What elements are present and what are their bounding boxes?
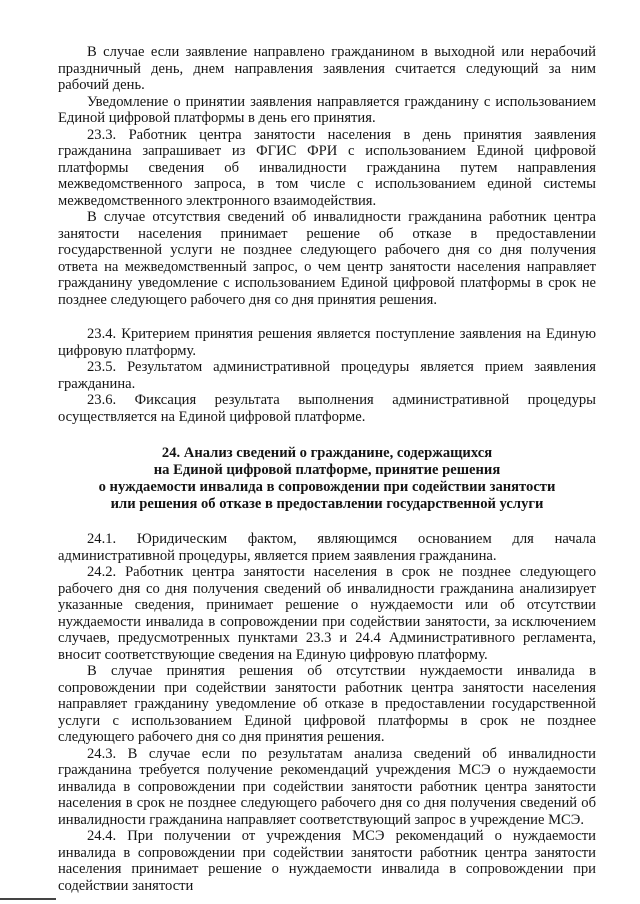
paragraph: В случае принятия решения об отсутствии нуждаемости инвалида в сопровождении при содействии занятости работник центра занятости населения направляет гражданину уведомление об отказе в предоставлении государственной услуги с использованием Единой цифровой платформы в срок не позднее следующего рабочего дня со дня принятия решения. — [58, 663, 596, 745]
paragraph: 23.6. Фиксация результата выполнения административной процедуры осуществляется на Единой цифровой платформе. — [58, 392, 596, 425]
spacer — [58, 308, 596, 326]
heading-line: 24. Анализ сведений о гражданине, содержащихся — [161, 445, 493, 461]
heading-line: на Единой цифровой платформе, принятие решения — [153, 462, 501, 478]
paragraph: 24.4. При получении от учреждения МСЭ рекомендаций о нуждаемости инвалида в сопровождении при содействии занятости работник центра занятости населения принимает решение о нуждаемости инвалида в сопровождении при содействии занятости — [58, 828, 596, 894]
paragraph: 23.3. Работник центра занятости населения в день принятия заявления гражданина запрашивает из ФГИС ФРИ с использованием Единой цифровой платформы сведения об инвалидности гражданина путем направления межведомственного запроса, в том числе с использованием единой системы межведомственного электронного взаимодействия. — [58, 126, 596, 209]
paragraph: В случае отсутствия сведений об инвалидности гражданина работник центра занятости населения принимает решение об отказе в предоставлении государственной услуги не позднее следующего рабочего дня со дня получения ответа на межведомственный запрос, о чем центр занятости населения направляет гражданину уведомление с использованием Единой цифровой платформы в срок не позднее следующего рабочего дня со дня принятия решения. — [58, 209, 596, 308]
document-body — [58, 44, 596, 894]
paragraph: 24.3. В случае если по результатам анализа сведений об инвалидности гражданина требуется получение рекомендаций учреждения МСЭ о нуждаемости инвалида в сопровождении при содействии занятости работник центра занятости населения в срок не позднее следующего рабочего дня со дня получения сведений об инвалидности гражданина направляет соответствующий запрос в учреждение МСЭ. — [58, 745, 596, 828]
heading-line: о нуждаемости инвалида в сопровождении при содействии занятости — [98, 479, 556, 495]
paragraph: 23.4. Критерием принятия решения является поступление заявления на Единую цифровую платформу. — [58, 326, 596, 359]
section-heading — [58, 445, 596, 513]
paragraph: В случае если заявление направлено гражданином в выходной или нерабочий праздничный день, днем направления заявления считается следующий за ним рабочий день. — [58, 44, 596, 93]
paragraph: 24.2. Работник центра занятости населения в срок не позднее следующего рабочего дня со дня получения сведений об инвалидности гражданина анализирует указанные сведения, принимает решение о нуждаемости или об отсутствии нуждаемости инвалида в сопровождении при содействии занятости, за исключением случаев, предусмотренных пунктами 23.3 и 24.4 Административного регламента, вносит соответствующие сведения на Единую цифровую платформу. — [58, 564, 596, 663]
heading-line: или решения об отказе в предоставлении государственной услуги — [110, 496, 544, 512]
paragraph: 23.5. Результатом административной процедуры является прием заявления гражданина. — [58, 359, 596, 392]
paragraph: 24.1. Юридическим фактом, являющимся основанием для начала административной процедуры, является прием заявления гражданина. — [58, 531, 596, 564]
paragraph: Уведомление о принятии заявления направляется гражданину с использованием Единой цифровой платформы в день его принятия. — [58, 93, 596, 126]
page-edge-mark — [0, 898, 56, 900]
